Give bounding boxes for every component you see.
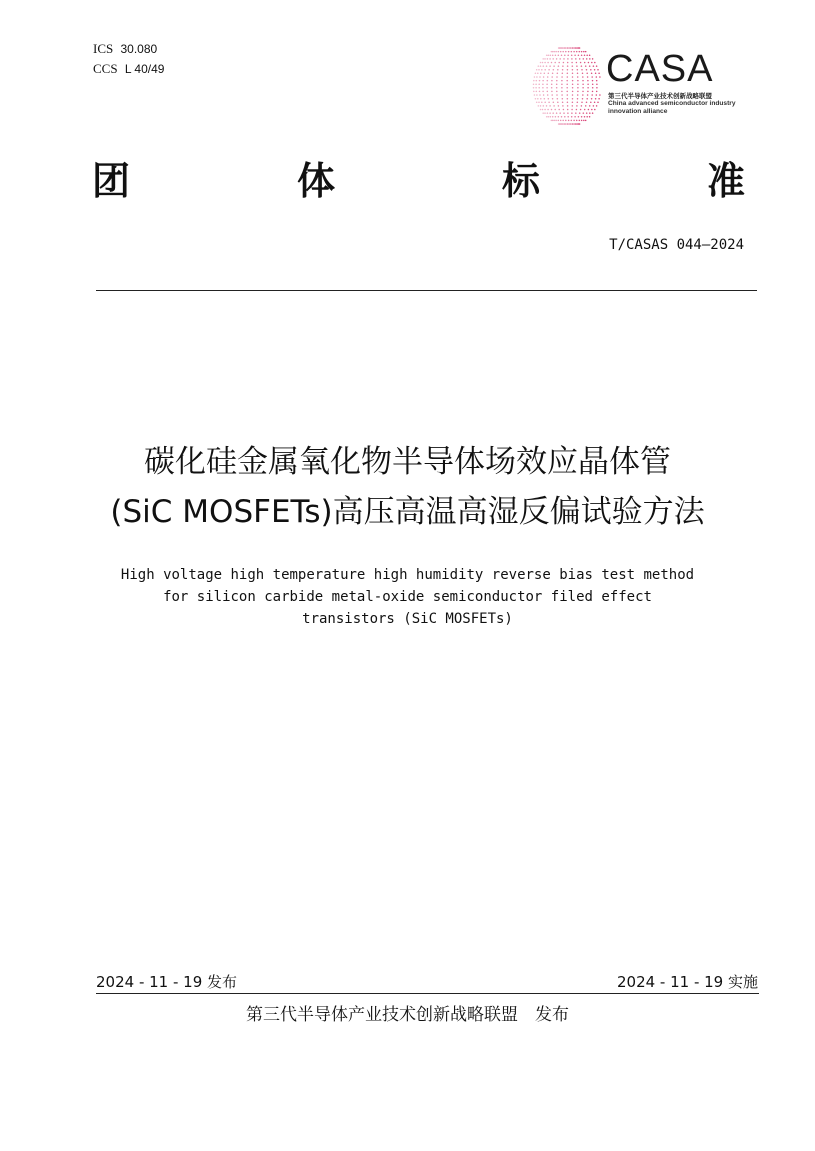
chinese-title-line2: (SiC MOSFETs)高压高温高湿反偏试验方法 [110,494,705,530]
logo-english-name-line2: innovation alliance [608,108,668,115]
ccs-label: CCS [93,61,118,76]
logo-name: CASA [606,48,714,90]
ccs-value: L 40/49 [124,62,165,76]
logo-english-name-line1: China advanced semiconductor industry [608,100,736,107]
header-divider [96,290,757,291]
standard-number: T/CASAS 044—2024 [609,237,744,253]
casa-logo-mark-icon [530,40,602,132]
ics-label: ICS [93,41,114,56]
ics-value: 30.080 [120,42,158,56]
chinese-title-line1: 碳化硅金属氧化物半导体场效应晶体管 [144,444,671,480]
english-title-line2: for silicon carbide metal-oxide semiconductor filed effect [163,589,652,605]
english-title-line1: High voltage high temperature high humidity reverse bias test method [120,567,695,583]
publisher: 第三代半导体产业技术创新战略联盟 发布 [246,1005,569,1025]
heading-char-2: 体 [297,158,336,203]
heading-char-3: 标 [502,158,541,203]
ccs-classification [93,61,164,77]
english-title-line3: transistors (SiC MOSFETs) [302,611,513,627]
issue-date: 2024 - 11 - 19 发布 [96,973,238,991]
logo-chinese-name: 第三代半导体产业技术创新战略联盟 [608,92,712,100]
casa-logo [530,40,760,136]
heading-char-4: 准 [707,158,746,203]
footer-divider [96,993,759,994]
heading-char-1: 团 [92,158,131,203]
ics-classification [93,41,157,57]
implementation-date: 2024 - 11 - 19 实施 [616,973,758,991]
